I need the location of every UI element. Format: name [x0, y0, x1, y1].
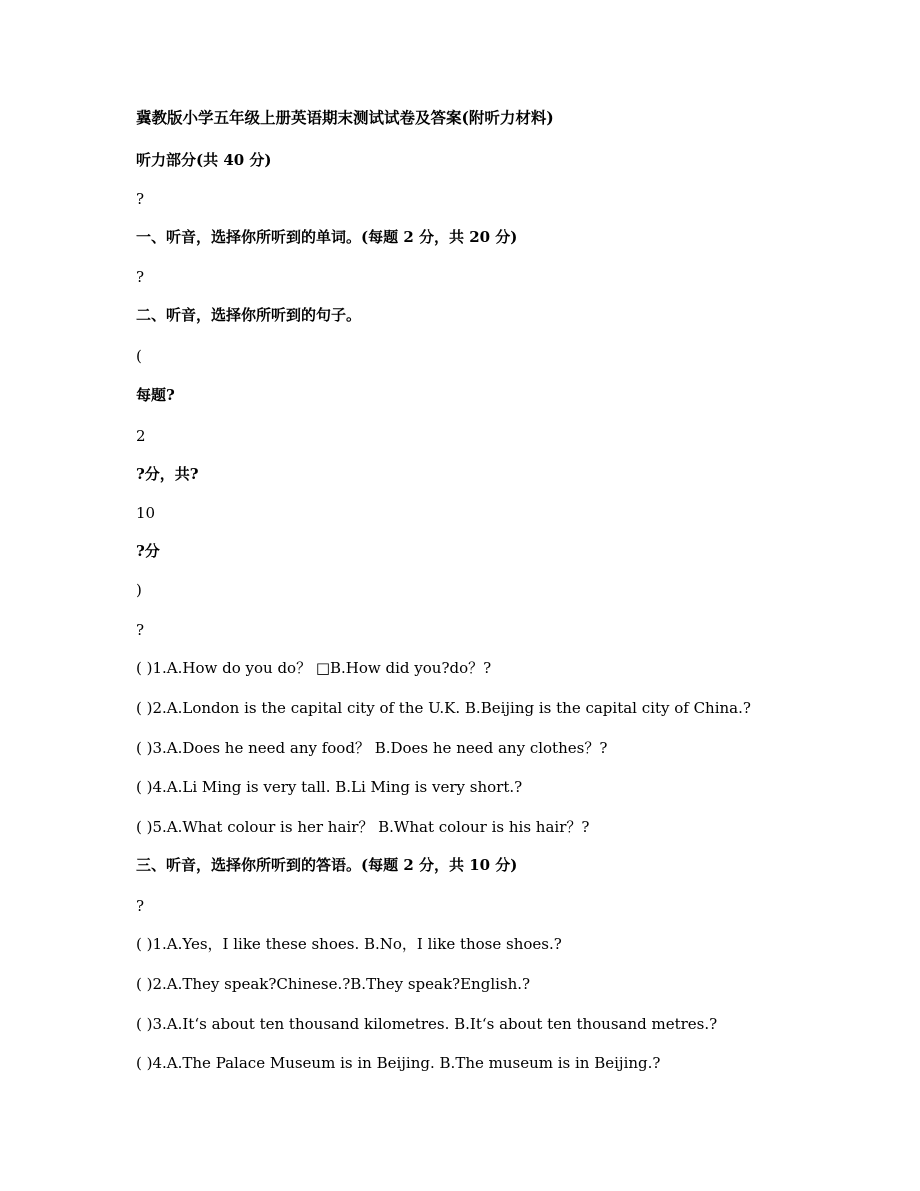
question-item: ( )3.A.Does he need any food？ B.Does he need any clothes？?	[136, 739, 608, 757]
fragment-line: )	[136, 581, 142, 599]
question-heading-3: 三、听音，选择你所听到的答语。(每题 2 分，共 10 分)	[136, 856, 518, 874]
placeholder-marker: ?	[136, 897, 145, 915]
question-heading-2: 二、听音，选择你所听到的句子。	[136, 306, 362, 324]
question-heading-1: 一、听音，选择你所听到的单词。(每题 2 分，共 20 分)	[136, 228, 518, 246]
question-item: ( )4.A.The Palace Museum is in Beijing. B.The museum is in Beijing.?	[136, 1054, 661, 1072]
fragment-line: 2	[136, 427, 146, 445]
fragment-line: ?分，共?	[136, 465, 199, 483]
question-item: ( )4.A.Li Ming is very tall. B.Li Ming is very short.?	[136, 778, 523, 796]
question-item: ( )2.A.London is the capital city of the U.K. B.Beijing is the capital city of China.?	[136, 699, 751, 717]
fragment-line: 10	[136, 504, 156, 522]
document-title: 冀教版小学五年级上册英语期末测试试卷及答案(附听力材料)	[136, 108, 554, 127]
placeholder-marker: ?	[136, 268, 145, 286]
question-item: ( )3.A.It‘s about ten thousand kilometres. B.It‘s about ten thousand metres.?	[136, 1015, 718, 1033]
question-item: ( )1.A.How do you do？ □B.How did you?do？?	[136, 659, 492, 677]
question-item: ( )2.A.They speak?Chinese.?B.They speak?English.?	[136, 975, 531, 993]
fragment-line: ?	[136, 621, 145, 639]
fragment-line: 每题?	[136, 386, 175, 404]
placeholder-marker: ?	[136, 190, 145, 208]
fragment-line: ?分	[136, 542, 160, 560]
fragment-line: (	[136, 347, 142, 365]
question-item: ( )5.A.What colour is her hair？ B.What colour is his hair？?	[136, 818, 590, 836]
question-item: ( )1.A.Yes，I like these shoes. B.No，I like those shoes.?	[136, 935, 562, 953]
section-heading: 听力部分(共 40 分)	[136, 151, 272, 169]
